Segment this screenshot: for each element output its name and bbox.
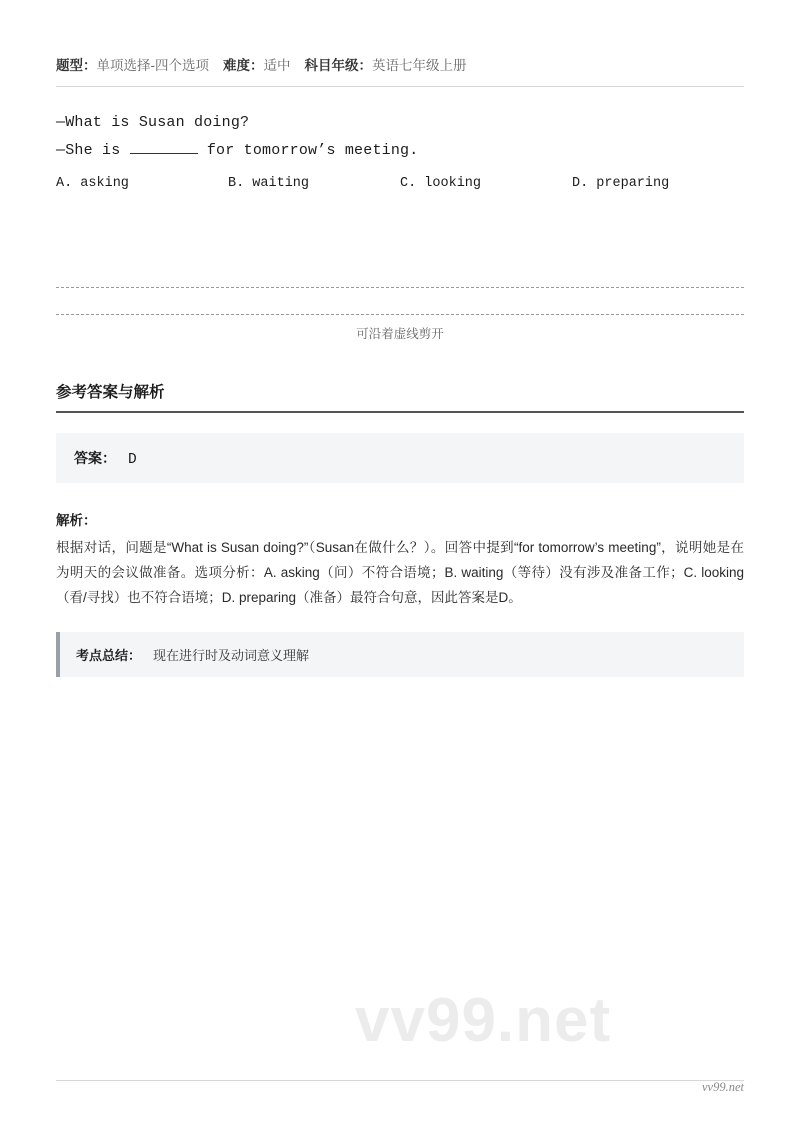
summary-label: 考点总结： — [76, 648, 142, 663]
question-meta — [56, 56, 744, 86]
meta-divider — [56, 86, 744, 87]
summary-box — [56, 632, 744, 677]
meta-subject-label: 科目年级： — [304, 58, 372, 73]
option-a[interactable]: A. asking — [56, 176, 129, 191]
footer-site: vv99.net — [702, 1080, 744, 1094]
document-content — [56, 56, 744, 677]
answer-section-title: 参考答案与解析 — [56, 384, 165, 401]
option-b[interactable]: B. waiting — [228, 176, 310, 191]
option-d[interactable]: D. preparing — [572, 176, 670, 191]
question-line-2-suffix: for tomorrow’s meeting. — [197, 142, 419, 159]
answer-blank — [130, 153, 198, 154]
answer-box — [56, 433, 744, 483]
cut-line-label: 可沿着虚线剪开 — [356, 327, 444, 341]
option-c[interactable]: C. looking — [400, 176, 482, 191]
option-list — [56, 173, 744, 195]
meta-subject-value: 英语七年级上册 — [372, 58, 467, 73]
cut-line-bottom — [56, 314, 744, 315]
answer-section-divider — [56, 411, 744, 413]
footer-divider — [56, 1080, 744, 1081]
meta-difficulty-value: 适中 — [263, 58, 291, 73]
meta-type-label: 题型： — [56, 58, 97, 73]
answer-label: 答案： — [74, 450, 116, 466]
meta-difficulty-label: 难度： — [223, 58, 264, 73]
analysis-body: 根据对话，问题是“What is Susan doing?”（Susan在做什么？）。回答中提到“for tomorrow’s meeting”，说明她是在为明天的会议做准备。选项分析：A. asking（问）不符合语境；B. waiting（等待）没有涉及准备工作；C. looking（看/寻找）也不符合语境；D. preparing（准备）最符合句意，因此答案是D。 — [56, 540, 744, 605]
question-line-2 — [56, 137, 744, 165]
meta-type-value: 单项选择-四个选项 — [96, 58, 209, 73]
cut-line-top — [56, 287, 744, 288]
answer-value: D — [128, 452, 137, 468]
question-line-2-prefix: —She is — [56, 142, 130, 159]
cut-line-area — [56, 287, 744, 342]
analysis-label: 解析： — [56, 513, 97, 528]
watermark: vv99.net — [355, 986, 612, 1055]
summary-value: 现在进行时及动词意义理解 — [153, 648, 310, 663]
question-line-1: —What is Susan doing? — [56, 114, 250, 131]
